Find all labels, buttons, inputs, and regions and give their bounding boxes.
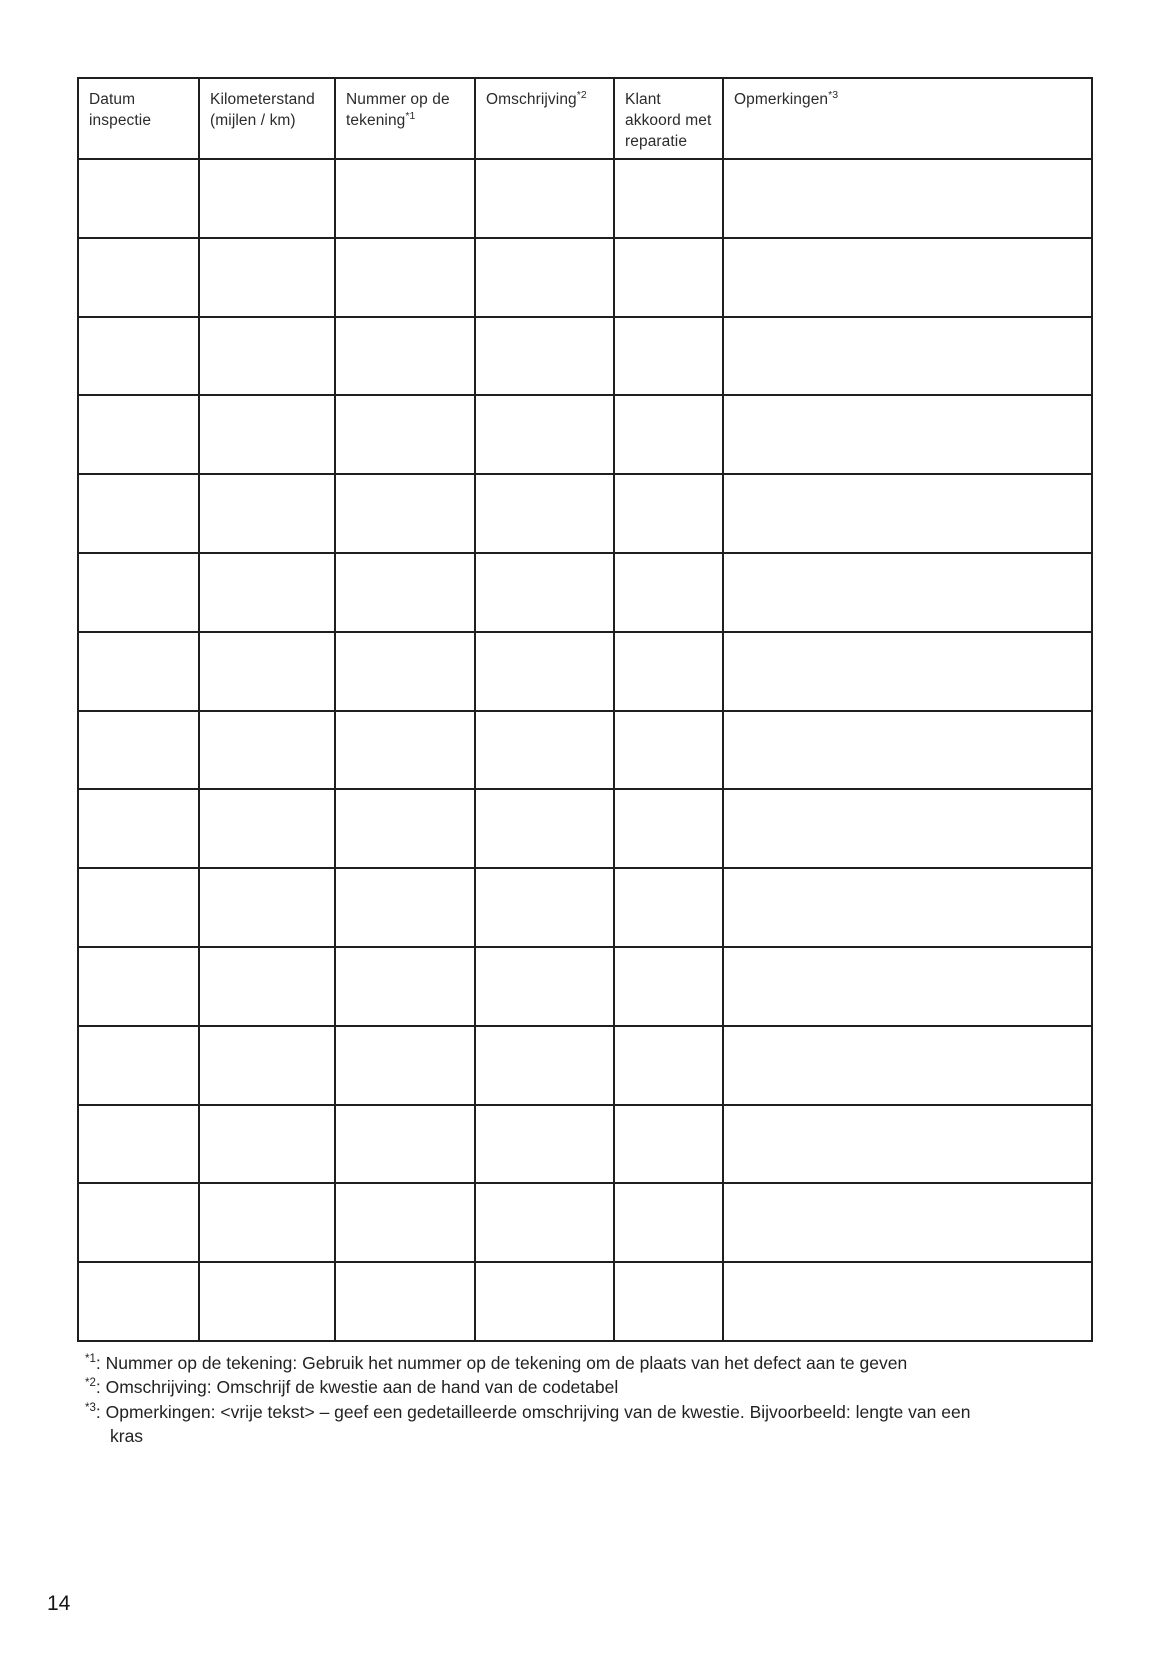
empty-cell (723, 395, 1092, 474)
footnote (85, 1351, 999, 1375)
empty-cell (78, 395, 199, 474)
empty-cell (199, 868, 335, 947)
footnote-separator: : (95, 1377, 106, 1398)
empty-cell (723, 789, 1092, 868)
column-header-label: Opmerkingen (734, 91, 829, 108)
empty-cell (78, 159, 199, 238)
table-row (78, 474, 1092, 553)
empty-cell (78, 1262, 199, 1341)
footnote-marker: *1 (85, 1353, 96, 1366)
table-row (78, 317, 1092, 396)
footnote (85, 1400, 999, 1449)
empty-cell (614, 1183, 723, 1262)
empty-cell (335, 1105, 475, 1184)
empty-cell (614, 711, 723, 790)
column-header-label: Omschrijving (486, 91, 577, 108)
empty-cell (335, 1262, 475, 1341)
empty-cell (335, 632, 475, 711)
empty-cell (614, 1105, 723, 1184)
empty-cell (199, 789, 335, 868)
footnote-ref-icon: *3 (828, 88, 839, 101)
empty-cell (614, 159, 723, 238)
column-header-opmerkingen (723, 78, 1092, 159)
empty-cell (475, 632, 614, 711)
empty-cell (78, 317, 199, 396)
footnote-separator: : (95, 1353, 106, 1373)
empty-cell (199, 1183, 335, 1262)
empty-cell (78, 711, 199, 790)
empty-cell (614, 789, 723, 868)
column-header-datum-inspectie (78, 78, 199, 159)
empty-cell (723, 868, 1092, 947)
table-row (78, 1026, 1092, 1105)
table-row (78, 789, 1092, 868)
empty-cell (475, 789, 614, 868)
table-row (78, 238, 1092, 317)
footnotes (85, 1351, 999, 1448)
empty-cell (199, 632, 335, 711)
empty-cell (199, 1026, 335, 1105)
empty-cell (723, 317, 1092, 396)
empty-cell (475, 711, 614, 790)
empty-cell (199, 711, 335, 790)
empty-cell (199, 1262, 335, 1341)
empty-cell (614, 632, 723, 711)
empty-cell (335, 789, 475, 868)
column-header-klant-akkoord (614, 78, 723, 159)
empty-cell (78, 238, 199, 317)
table-row (78, 395, 1092, 474)
footnote-text: Opmerkingen: <vrije tekst> – geef een gedetailleerde omschrijving van de kwestie. Bijvoorbeeld: lengte van een kras (105, 1401, 971, 1446)
empty-cell (335, 159, 475, 238)
column-header-label: Datum inspectie (89, 91, 152, 129)
footnote-separator: : (95, 1401, 106, 1422)
empty-cell (475, 317, 614, 396)
table-row (78, 711, 1092, 790)
column-header-label: Klant akkoord met reparatie (625, 91, 712, 150)
empty-cell (199, 1105, 335, 1184)
empty-cell (199, 159, 335, 238)
table-header-row (78, 78, 1092, 159)
empty-cell (475, 159, 614, 238)
column-header-label: Kilometerstand (mijlen / km) (210, 91, 315, 129)
table-row (78, 1105, 1092, 1184)
empty-cell (335, 238, 475, 317)
empty-cell (78, 553, 199, 632)
empty-cell (199, 553, 335, 632)
empty-cell (335, 317, 475, 396)
empty-cell (199, 474, 335, 553)
empty-cell (78, 868, 199, 947)
footnote (85, 1375, 999, 1399)
footnote-text: Omschrijving: Omschrijf de kwestie aan de hand van de codetabel (105, 1377, 619, 1398)
empty-cell (78, 474, 199, 553)
table-row (78, 868, 1092, 947)
empty-cell (614, 553, 723, 632)
empty-cell (335, 1026, 475, 1105)
empty-cell (614, 238, 723, 317)
table-row (78, 1262, 1092, 1341)
empty-cell (723, 238, 1092, 317)
empty-cell (78, 632, 199, 711)
column-header-label: Nummer op de tekening (346, 91, 450, 129)
empty-cell (723, 711, 1092, 790)
footnote-marker: *2 (85, 1377, 96, 1390)
empty-cell (475, 947, 614, 1026)
empty-cell (199, 947, 335, 1026)
empty-cell (723, 1183, 1092, 1262)
empty-cell (723, 632, 1092, 711)
empty-cell (723, 1262, 1092, 1341)
empty-cell (723, 553, 1092, 632)
empty-cell (614, 474, 723, 553)
empty-cell (723, 947, 1092, 1026)
footnote-marker: *3 (85, 1401, 96, 1414)
empty-cell (335, 947, 475, 1026)
column-header-kilometerstand (199, 78, 335, 159)
empty-cell (199, 238, 335, 317)
empty-cell (614, 395, 723, 474)
empty-cell (614, 868, 723, 947)
empty-cell (78, 1183, 199, 1262)
empty-cell (335, 474, 475, 553)
table-row (78, 947, 1092, 1026)
empty-cell (614, 1262, 723, 1341)
empty-cell (475, 238, 614, 317)
empty-cell (199, 395, 335, 474)
table-row (78, 159, 1092, 238)
empty-cell (614, 947, 723, 1026)
footnote-text: Nummer op de tekening: Gebruik het nummer op de tekening om de plaats van het defect aan te geven (105, 1353, 908, 1373)
empty-cell (335, 868, 475, 947)
table-row (78, 553, 1092, 632)
empty-cell (335, 711, 475, 790)
empty-cell (614, 317, 723, 396)
empty-cell (723, 159, 1092, 238)
column-header-omschrijving (475, 78, 614, 159)
empty-cell (723, 474, 1092, 553)
empty-cell (475, 1183, 614, 1262)
inspection-table (77, 77, 1093, 1342)
empty-cell (199, 317, 335, 396)
column-header-nummer-op-de-tekening (335, 78, 475, 159)
empty-cell (475, 1105, 614, 1184)
empty-cell (335, 1183, 475, 1262)
empty-cell (475, 553, 614, 632)
empty-cell (78, 789, 199, 868)
empty-cell (723, 1026, 1092, 1105)
empty-cell (78, 947, 199, 1026)
table-row (78, 1183, 1092, 1262)
empty-cell (475, 474, 614, 553)
empty-cell (723, 1105, 1092, 1184)
footnote-ref-icon: *1 (405, 109, 416, 122)
empty-cell (78, 1026, 199, 1105)
empty-cell (78, 1105, 199, 1184)
footnote-ref-icon: *2 (576, 88, 587, 101)
empty-cell (335, 395, 475, 474)
empty-cell (475, 395, 614, 474)
empty-cell (475, 1262, 614, 1341)
page-number: 14 (47, 1592, 71, 1615)
empty-cell (475, 868, 614, 947)
table-row (78, 632, 1092, 711)
empty-cell (335, 553, 475, 632)
empty-cell (475, 1026, 614, 1105)
empty-cell (614, 1026, 723, 1105)
